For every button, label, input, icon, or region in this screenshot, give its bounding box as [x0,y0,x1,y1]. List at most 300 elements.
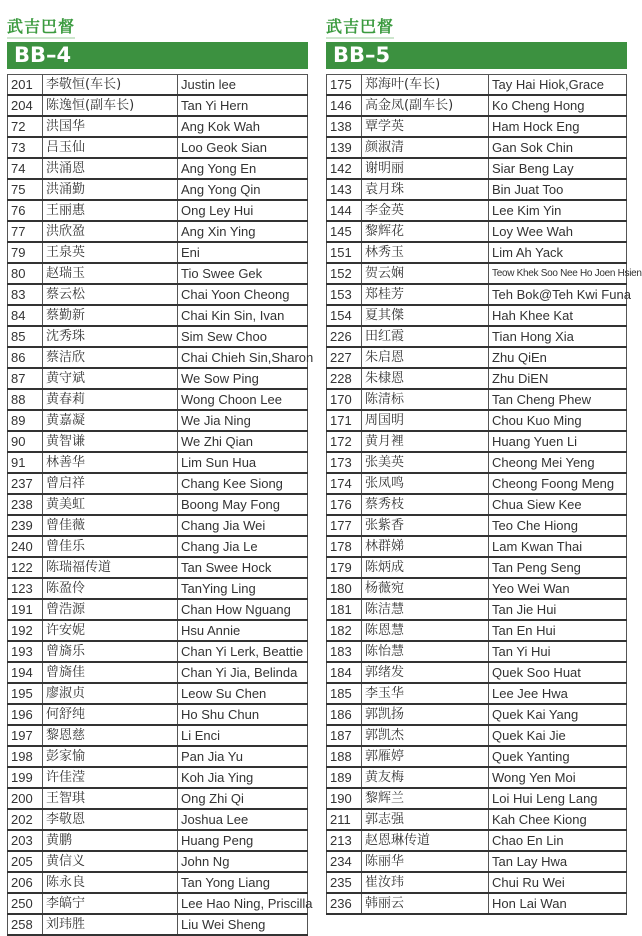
table-row [327,662,627,683]
chinese-name: 黄月裡 [362,431,489,452]
table-row [327,515,627,536]
member-number: 176 [327,494,362,515]
table-row [327,683,627,704]
member-number: 240 [8,536,43,557]
english-name: Yeo Wei Wan [489,578,627,599]
chinese-name: 高金凤(副车长) [362,95,489,116]
english-name: Ong Ley Hui [178,200,308,221]
member-table-bb5 [326,74,642,915]
table-row [327,75,627,96]
chinese-name: 曾旖乐 [43,641,178,662]
chinese-name: 贺云娴 [362,263,489,284]
chinese-name: 黄春莉 [43,389,178,410]
table-row [327,494,627,515]
table-row [8,767,308,788]
chinese-name: 王丽惠 [43,200,178,221]
chinese-name: 蔡秀枝 [362,494,489,515]
member-number: 139 [327,137,362,158]
chinese-name: 林群娣 [362,536,489,557]
english-name: Loy Wee Wah [489,221,627,242]
table-row [8,830,308,851]
english-name: Loi Hui Leng Lang [489,788,627,809]
english-name: Li Enci [178,725,308,746]
member-number: 236 [327,893,362,914]
member-number: 174 [327,473,362,494]
english-name: Loo Geok Sian [178,137,308,158]
member-number: 199 [8,767,43,788]
table-row [327,809,627,830]
english-name: Ong Zhi Qi [178,788,308,809]
chinese-name: 崔汝玮 [362,872,489,893]
chinese-name: 陈恩慧 [362,620,489,641]
english-name: Chan Yi Lerk, Beattie [178,641,308,662]
table-row [8,809,308,830]
table-row [8,284,308,305]
chinese-name: 蔡勤新 [43,305,178,326]
member-number: 191 [8,599,43,620]
table-row [8,494,308,515]
chinese-name: 张美英 [362,452,489,473]
member-number: 138 [327,116,362,137]
table-row [327,389,627,410]
member-number: 75 [8,179,43,200]
member-number: 228 [327,368,362,389]
table-row [8,725,308,746]
chinese-name: 沈秀珠 [43,326,178,347]
member-number: 152 [327,263,362,284]
chinese-name: 田红霞 [362,326,489,347]
chinese-name: 郭志强 [362,809,489,830]
english-name: Lee Kim Yin [489,200,627,221]
chinese-name: 王泉英 [43,242,178,263]
table-row [327,788,627,809]
section-title [326,14,627,36]
chinese-name: 袁月珠 [362,179,489,200]
table-row [327,746,627,767]
member-number: 182 [327,620,362,641]
english-name: Sim Sew Choo [178,326,308,347]
chinese-name: 许佳滢 [43,767,178,788]
chinese-name: 颜淑清 [362,137,489,158]
chinese-name: 张紫香 [362,515,489,536]
chinese-name: 覃学英 [362,116,489,137]
english-name: Ang Yong Qin [178,179,308,200]
member-number: 173 [327,452,362,473]
chinese-name: 陈洁慧 [362,599,489,620]
table-row [8,179,308,200]
english-name: We Jia Ning [178,410,308,431]
chinese-name: 郑海叶(车长) [362,75,489,96]
table-row [327,179,627,200]
member-number: 91 [8,452,43,473]
english-name: Leow Su Chen [178,683,308,704]
english-name: Tio Swee Gek [178,263,308,284]
member-number: 172 [327,431,362,452]
table-row [327,767,627,788]
chinese-name: 黄信义 [43,851,178,872]
member-number: 193 [8,641,43,662]
table-row [8,75,308,96]
english-name: Lim Sun Hua [178,452,308,473]
chinese-name: 洪涌恩 [43,158,178,179]
chinese-name: 黄嘉凝 [43,410,178,431]
table-row [8,242,308,263]
table-row [8,662,308,683]
english-name: Tan Lay Hwa [489,851,627,872]
chinese-name: 曾佳乐 [43,536,178,557]
english-name: Chai Yoon Cheong [178,284,308,305]
english-name: Tan Yi Hui [489,641,627,662]
member-number: 79 [8,242,43,263]
english-name: Lim Ah Yack [489,242,627,263]
table-row [327,851,627,872]
table-row [327,830,627,851]
chinese-name: 李玉华 [362,683,489,704]
english-name: Siar Beng Lay [489,158,627,179]
table-row [8,452,308,473]
member-number: 89 [8,410,43,431]
table-row [327,284,627,305]
member-number: 90 [8,431,43,452]
member-number: 185 [327,683,362,704]
english-name: Tan Jie Hui [489,599,627,620]
member-number: 189 [327,767,362,788]
english-name: Chui Ru Wei [489,872,627,893]
english-name: Huang Yuen Li [489,431,627,452]
member-number: 201 [8,75,43,96]
english-name: Justin lee [178,75,308,96]
member-number: 200 [8,788,43,809]
member-number: 145 [327,221,362,242]
group-header-bb5: BB–5 [326,42,627,69]
chinese-name: 赵瑞玉 [43,263,178,284]
table-row [327,473,627,494]
member-number: 153 [327,284,362,305]
chinese-name: 陈怡慧 [362,641,489,662]
english-name: Ang Yong En [178,158,308,179]
english-name: Tian Hong Xia [489,326,627,347]
column-bb5 [326,0,642,915]
table-row [8,326,308,347]
table-row [8,872,308,893]
member-number: 188 [327,746,362,767]
chinese-name: 曾旖佳 [43,662,178,683]
member-number: 198 [8,746,43,767]
chinese-name: 蔡洁欣 [43,347,178,368]
english-name: Zhu DiEN [489,368,627,389]
table-row [327,305,627,326]
chinese-name: 刘玮胜 [43,914,178,935]
english-name: Tan Yi Hern [178,95,308,116]
chinese-name: 陈丽华 [362,851,489,872]
english-name: Tan Swee Hock [178,557,308,578]
chinese-name: 郑桂芳 [362,284,489,305]
member-number: 88 [8,389,43,410]
table-row [327,872,627,893]
member-number: 85 [8,326,43,347]
table-row [8,578,308,599]
table-row [327,620,627,641]
table-row [8,893,308,914]
member-number: 237 [8,473,43,494]
chinese-name: 曾佳薇 [43,515,178,536]
chinese-name: 李皜宁 [43,893,178,914]
table-row [327,263,627,284]
member-number: 80 [8,263,43,284]
member-number: 175 [327,75,362,96]
table-row [327,242,627,263]
english-name: Cheong Foong Meng [489,473,627,494]
english-name: Chua Siew Kee [489,494,627,515]
english-name: Teow Khek Soo Nee Ho Joen Hsien [489,263,627,284]
chinese-name: 陈炳成 [362,557,489,578]
member-number: 202 [8,809,43,830]
table-row [327,200,627,221]
table-row [327,599,627,620]
member-number: 84 [8,305,43,326]
member-number: 186 [327,704,362,725]
member-number: 122 [8,557,43,578]
chinese-name: 黄智谦 [43,431,178,452]
english-name: Gan Sok Chin [489,137,627,158]
member-number: 234 [327,851,362,872]
chinese-name: 郭凯杰 [362,725,489,746]
member-number: 171 [327,410,362,431]
english-name: Quek Kai Jie [489,725,627,746]
table-row [327,536,627,557]
member-number: 178 [327,536,362,557]
table-row [8,641,308,662]
member-number: 183 [327,641,362,662]
member-number: 146 [327,95,362,116]
english-name: Lee Hao Ning, Priscilla [178,893,308,914]
chinese-name: 郭雁婷 [362,746,489,767]
chinese-name: 李敬恒(车长) [43,75,178,96]
table-row [8,200,308,221]
table-row [8,515,308,536]
table-row [8,788,308,809]
english-name: Chang Jia Wei [178,515,308,536]
table-row [327,452,627,473]
chinese-name: 曾浩源 [43,599,178,620]
table-row [8,389,308,410]
member-number: 194 [8,662,43,683]
english-name: Teo Che Hiong [489,515,627,536]
english-name: Tay Hai Hiok,Grace [489,75,627,96]
table-row [327,137,627,158]
table-row [8,158,308,179]
member-number: 87 [8,368,43,389]
english-name: Huang Peng [178,830,308,851]
table-row [8,431,308,452]
member-number: 180 [327,578,362,599]
chinese-name: 林善华 [43,452,178,473]
chinese-name: 李敬恩 [43,809,178,830]
member-number: 142 [327,158,362,179]
chinese-name: 洪欣盈 [43,221,178,242]
chinese-name: 李金英 [362,200,489,221]
english-name: Tan Cheng Phew [489,389,627,410]
table-row [8,620,308,641]
column-bb4 [7,0,314,936]
chinese-name: 洪国华 [43,116,178,137]
table-row [8,368,308,389]
chinese-name: 谢明丽 [362,158,489,179]
table-row [8,599,308,620]
english-name: Pan Jia Yu [178,746,308,767]
table-row [8,263,308,284]
english-name: Ang Xin Ying [178,221,308,242]
table-row [327,347,627,368]
chinese-name: 彭家愉 [43,746,178,767]
member-number: 211 [327,809,362,830]
member-number: 73 [8,137,43,158]
member-number: 187 [327,725,362,746]
english-name: Joshua Lee [178,809,308,830]
table-row [8,137,308,158]
table-row [8,746,308,767]
table-row [8,851,308,872]
english-name: Ang Kok Wah [178,116,308,137]
english-name: Wong Yen Moi [489,767,627,788]
english-name: Hsu Annie [178,620,308,641]
english-name: Lee Jee Hwa [489,683,627,704]
member-number: 74 [8,158,43,179]
english-name: Quek Soo Huat [489,662,627,683]
chinese-name: 曾启祥 [43,473,178,494]
english-name: Chang Kee Siong [178,473,308,494]
english-name: Hah Khee Kat [489,305,627,326]
member-number: 151 [327,242,362,263]
chinese-name: 郭凯扬 [362,704,489,725]
chinese-name: 陈清标 [362,389,489,410]
member-number: 72 [8,116,43,137]
table-row [327,431,627,452]
table-row [8,473,308,494]
chinese-name: 黎恩慈 [43,725,178,746]
member-number: 203 [8,830,43,851]
chinese-name: 吕玉仙 [43,137,178,158]
table-row [8,557,308,578]
english-name: John Ng [178,851,308,872]
english-name: Chai Chieh Sin,Sharon [178,347,308,368]
table-row [8,410,308,431]
english-name: TanYing Ling [178,578,308,599]
table-row [8,914,308,935]
table-row [327,893,627,914]
member-number: 143 [327,179,362,200]
english-name: Liu Wei Sheng [178,914,308,935]
chinese-name: 林秀玉 [362,242,489,263]
english-name: Zhu QiEn [489,347,627,368]
member-number: 239 [8,515,43,536]
table-row [8,683,308,704]
chinese-name: 黄友梅 [362,767,489,788]
table-row [8,536,308,557]
english-name: Quek Kai Yang [489,704,627,725]
english-name: Chang Jia Le [178,536,308,557]
chinese-name: 黎辉兰 [362,788,489,809]
chinese-name: 赵恩琳传道 [362,830,489,851]
chinese-name: 黄守斌 [43,368,178,389]
section-title-text: 武吉巴督 [7,17,75,39]
table-row [8,347,308,368]
section-title-text: 武吉巴督 [326,17,394,39]
member-number: 177 [327,515,362,536]
english-name: Chou Kuo Ming [489,410,627,431]
chinese-name: 洪涌勤 [43,179,178,200]
table-row [327,116,627,137]
english-name: We Zhi Qian [178,431,308,452]
table-row [327,578,627,599]
english-name: Bin Juat Too [489,179,627,200]
member-number: 250 [8,893,43,914]
member-number: 77 [8,221,43,242]
english-name: Tan Peng Seng [489,557,627,578]
english-name: Chao En Lin [489,830,627,851]
member-number: 197 [8,725,43,746]
member-number: 226 [327,326,362,347]
chinese-name: 杨薇宛 [362,578,489,599]
chinese-name: 陈永良 [43,872,178,893]
english-name: Chai Kin Sin, Ivan [178,305,308,326]
english-name: Lam Kwan Thai [489,536,627,557]
chinese-name: 陈瑞福传道 [43,557,178,578]
member-number: 184 [327,662,362,683]
chinese-name: 廖淑贞 [43,683,178,704]
chinese-name: 张凤鸣 [362,473,489,494]
chinese-name: 陈盈伶 [43,578,178,599]
english-name: Chan How Nguang [178,599,308,620]
table-row [8,95,308,116]
chinese-name: 郭绪发 [362,662,489,683]
member-number: 204 [8,95,43,116]
member-number: 195 [8,683,43,704]
english-name: Koh Jia Ying [178,767,308,788]
table-row [327,725,627,746]
table-row [327,704,627,725]
table-row [8,221,308,242]
table-row [327,326,627,347]
table-row [327,410,627,431]
member-number: 235 [327,872,362,893]
member-number: 170 [327,389,362,410]
member-number: 76 [8,200,43,221]
chinese-name: 韩丽云 [362,893,489,914]
member-number: 192 [8,620,43,641]
english-name: Ko Cheng Hong [489,95,627,116]
member-number: 206 [8,872,43,893]
chinese-name: 陈逸恒(副车长) [43,95,178,116]
english-name: We Sow Ping [178,368,308,389]
english-name: Kah Chee Kiong [489,809,627,830]
table-row [327,221,627,242]
chinese-name: 黎辉花 [362,221,489,242]
member-number: 83 [8,284,43,305]
member-number: 154 [327,305,362,326]
member-number: 213 [327,830,362,851]
chinese-name: 朱棣恩 [362,368,489,389]
english-name: Boong May Fong [178,494,308,515]
member-number: 190 [327,788,362,809]
chinese-name: 王智琪 [43,788,178,809]
member-number: 196 [8,704,43,725]
chinese-name: 何舒纯 [43,704,178,725]
english-name: Eni [178,242,308,263]
table-row [327,158,627,179]
english-name: Wong Choon Lee [178,389,308,410]
english-name: Ham Hock Eng [489,116,627,137]
